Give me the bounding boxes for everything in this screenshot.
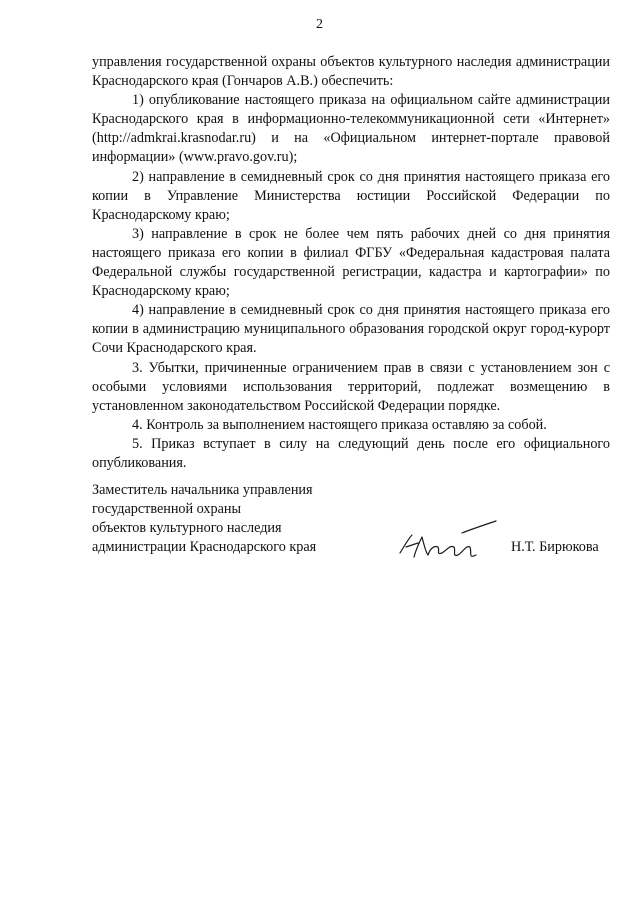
signature-block: [92, 481, 612, 571]
paragraph-item-4: 4) направление в семидневный срок со дня принятия настоящего приказа его копии в администрацию муниципального образования городской округ город-курорт Сочи Краснодарского края.: [92, 302, 610, 357]
paragraph-item-2: 2) направление в семидневный срок со дня принятия настоящего приказа его копии в Управление Министерства юстиции Российской Федерации по Краснодарскому краю;: [92, 168, 610, 223]
signer-position-line: объектов культурного наследия: [92, 520, 282, 537]
paragraph-section-5: 5. Приказ вступает в силу на следующий день после его официального опубликования.: [92, 435, 610, 471]
signer-position: [92, 481, 372, 557]
signer-name: Н.Т. Бирюкова: [511, 539, 599, 555]
paragraph-item-1: 1) опубликование настоящего приказа на официальном сайте администрации Краснодарского края в информационно-телекоммуникационной сети «Интернет» (http://admkrai.krasnodar.ru) и на «Официальном интернет-портале правовой информации» (www.pravo.gov.ru);: [92, 92, 610, 166]
signer-position-line: государственной охраны: [92, 501, 242, 518]
paragraph-item-3: 3) направление в срок не более чем пять рабочих дней со дня принятия настоящего приказа его копии в филиал ФГБУ «Федеральная кадастровая палата Федеральной службы государственной регистрации, кадастра и картографии» по Краснодарскому краю;: [92, 225, 610, 300]
page-number: 2: [316, 17, 323, 32]
paragraph-section-3: 3. Убытки, причиненные ограничением прав в связи с установлением зон с особыми условиями использования территорий, подлежат возмещению в установленном законодательством Российской Федерации порядке.: [92, 359, 610, 414]
handwritten-signature: [392, 519, 502, 565]
paragraph-intro: управления государственной охраны объектов культурного наследия администрации Краснодарского края (Гончаров А.В.) обеспечить:: [92, 54, 610, 90]
paragraph-section-4: 4. Контроль за выполнением настоящего приказа оставляю за собой.: [132, 416, 547, 433]
signer-position-line: администрации Краснодарского края: [92, 539, 317, 556]
document-body: [92, 53, 610, 473]
signer-position-line: Заместитель начальника управления: [92, 482, 313, 498]
